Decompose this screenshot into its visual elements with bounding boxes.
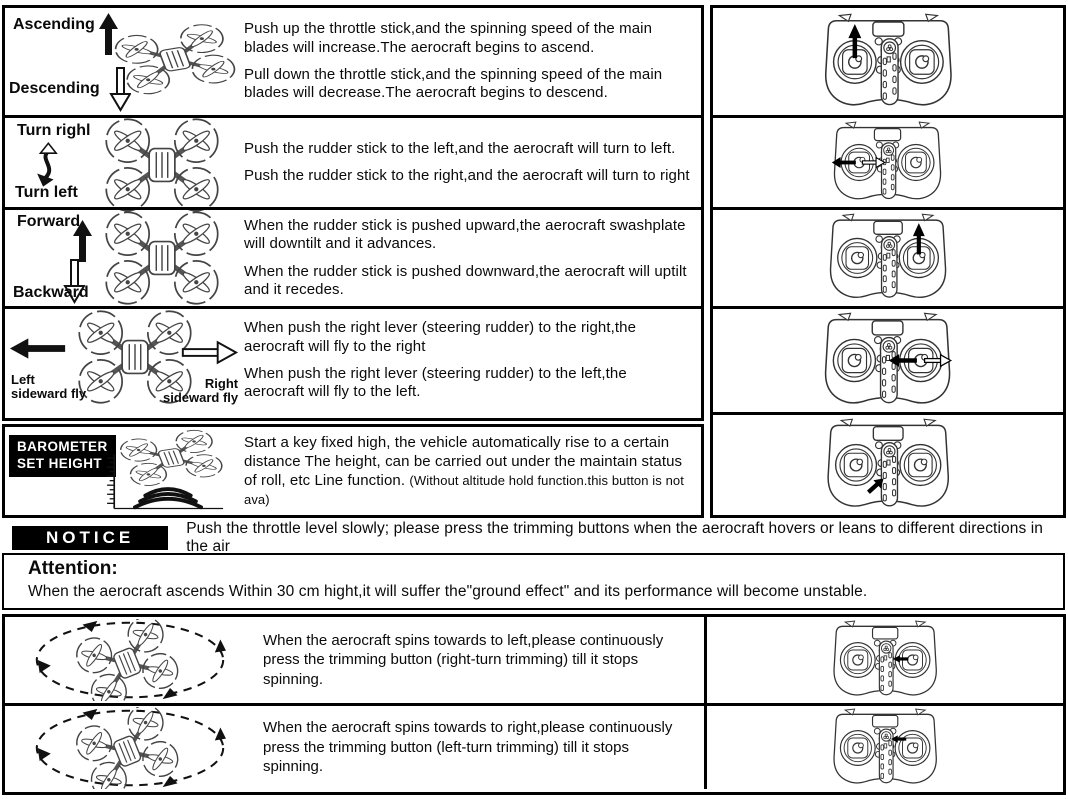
turn-right-text: Push the rudder stick to the right,and the aerocraft will turn to right (244, 167, 690, 184)
drone-illustration (87, 208, 237, 308)
throttle-down-text: Pull down the throttle stick,and the spinning speed of the main blades will decrease.The aerocraft begins to descend. (244, 66, 663, 102)
left-sideward-label: Left sideward fly (11, 372, 87, 401)
row-barometer (5, 427, 701, 515)
row-barometer-text (240, 427, 701, 515)
row-forward-backward-figure (5, 210, 240, 306)
remote-illustration (713, 412, 1063, 515)
row-spin-left (5, 617, 1063, 703)
row-throttle-text (240, 8, 701, 115)
remote-illustration (713, 306, 1063, 412)
row-forward-backward-text (240, 210, 701, 306)
fly-left-text: When push the right lever (steering rudder) to the left,the aerocraft will fly to the left. (244, 365, 627, 401)
notice-text: Push the throttle level slowly; please press the trimming buttons when the aerocraft hovers or leans to different directions in the air (186, 519, 1043, 555)
spin-right-figure (5, 706, 255, 789)
forward-text: When the rudder stick is pushed upward,the aerocraft swashplate will downtilt and it advances. (244, 216, 686, 253)
turn-left-label: Turn left (15, 184, 78, 201)
trimming-table (2, 614, 1066, 795)
row-rudder-turn-figure (5, 118, 240, 207)
spin-left-figure (5, 617, 255, 703)
row-throttle-figure (5, 8, 240, 115)
attention-title: Attention: (28, 558, 118, 579)
drone-illustration (93, 423, 243, 515)
ascending-label: Ascending (13, 16, 95, 33)
notice-badge: NOTICE (12, 526, 168, 550)
spin-right-textcell (255, 706, 704, 789)
barometer-text: Start a key fixed high, the vehicle automatically rise to a certain distance The height, can be carried out under the maintain status of roll, etc Line function. (Without altitude hold function.this button is not ava) (244, 433, 684, 508)
attention-box (2, 553, 1065, 610)
row-barometer-figure (5, 427, 240, 515)
row-sideward (5, 306, 701, 412)
barometer-note: (Without altitude hold function.this button is not ava) (244, 473, 684, 508)
row-rudder-turn-text (240, 118, 701, 207)
row-throttle (5, 8, 701, 115)
descending-label: Descending (9, 80, 100, 97)
row-forward-backward (5, 207, 701, 306)
fly-right-text: When push the right lever (steering rudder) to the right,the aerocraft will fly to the right (244, 319, 637, 355)
backward-label: Backward (13, 284, 89, 301)
attention-text: When the aerocraft ascends Within 30 cm hight,it will suffer the"ground effect" and its performance will become unstable. (28, 583, 868, 600)
drone-illustration (21, 707, 239, 789)
row-sideward-text (240, 309, 701, 412)
left-fly-arrow-icon (7, 335, 69, 362)
right-sideward-label: Right sideward fly (163, 376, 239, 405)
remote-illustration (713, 115, 1063, 207)
spin-left-textcell (255, 617, 704, 703)
spin-right-text: When the aerocraft spins towards to right,please continuously press the trimming button (left-turn trimming) till it stops spinning. (263, 719, 673, 776)
spin-left-text: When the aerocraft spins towards to left,please continuously press the trimming button (right-turn trimming) till it stops spinning. (263, 631, 664, 688)
row-spin-right (5, 703, 1063, 789)
remote-illustration (704, 617, 1063, 703)
descending-arrow-icon (109, 66, 131, 112)
row-rudder-turn (5, 115, 701, 207)
barometer-row (2, 424, 704, 518)
right-fly-arrow-icon (177, 339, 239, 366)
remote-illustration (713, 8, 1063, 115)
remote-illustration (704, 706, 1063, 789)
throttle-up-text: Push up the throttle stick,and the spinning speed of the main blades will increase.The aerocraft begins to ascend. (244, 20, 653, 56)
turn-left-text: Push the rudder stick to the left,and the aerocraft will turn to left. (244, 139, 676, 157)
control-table (2, 5, 704, 421)
drone-illustration (87, 115, 237, 215)
turn-right-label: Turn righl (17, 122, 91, 139)
forward-label: Forward (17, 213, 81, 230)
notice-bar (2, 519, 1066, 555)
drone-illustration (21, 619, 239, 701)
row-sideward-figure (5, 309, 240, 412)
remote-column (710, 5, 1066, 518)
remote-illustration (713, 207, 1063, 306)
turn-curved-arrow-icon (27, 142, 67, 188)
backward-text: When the rudder stick is pushed downward,the aerocraft will uptilt and it recedes. (244, 262, 687, 298)
barometer-badge: BAROMETER SET HEIGHT (9, 435, 116, 477)
